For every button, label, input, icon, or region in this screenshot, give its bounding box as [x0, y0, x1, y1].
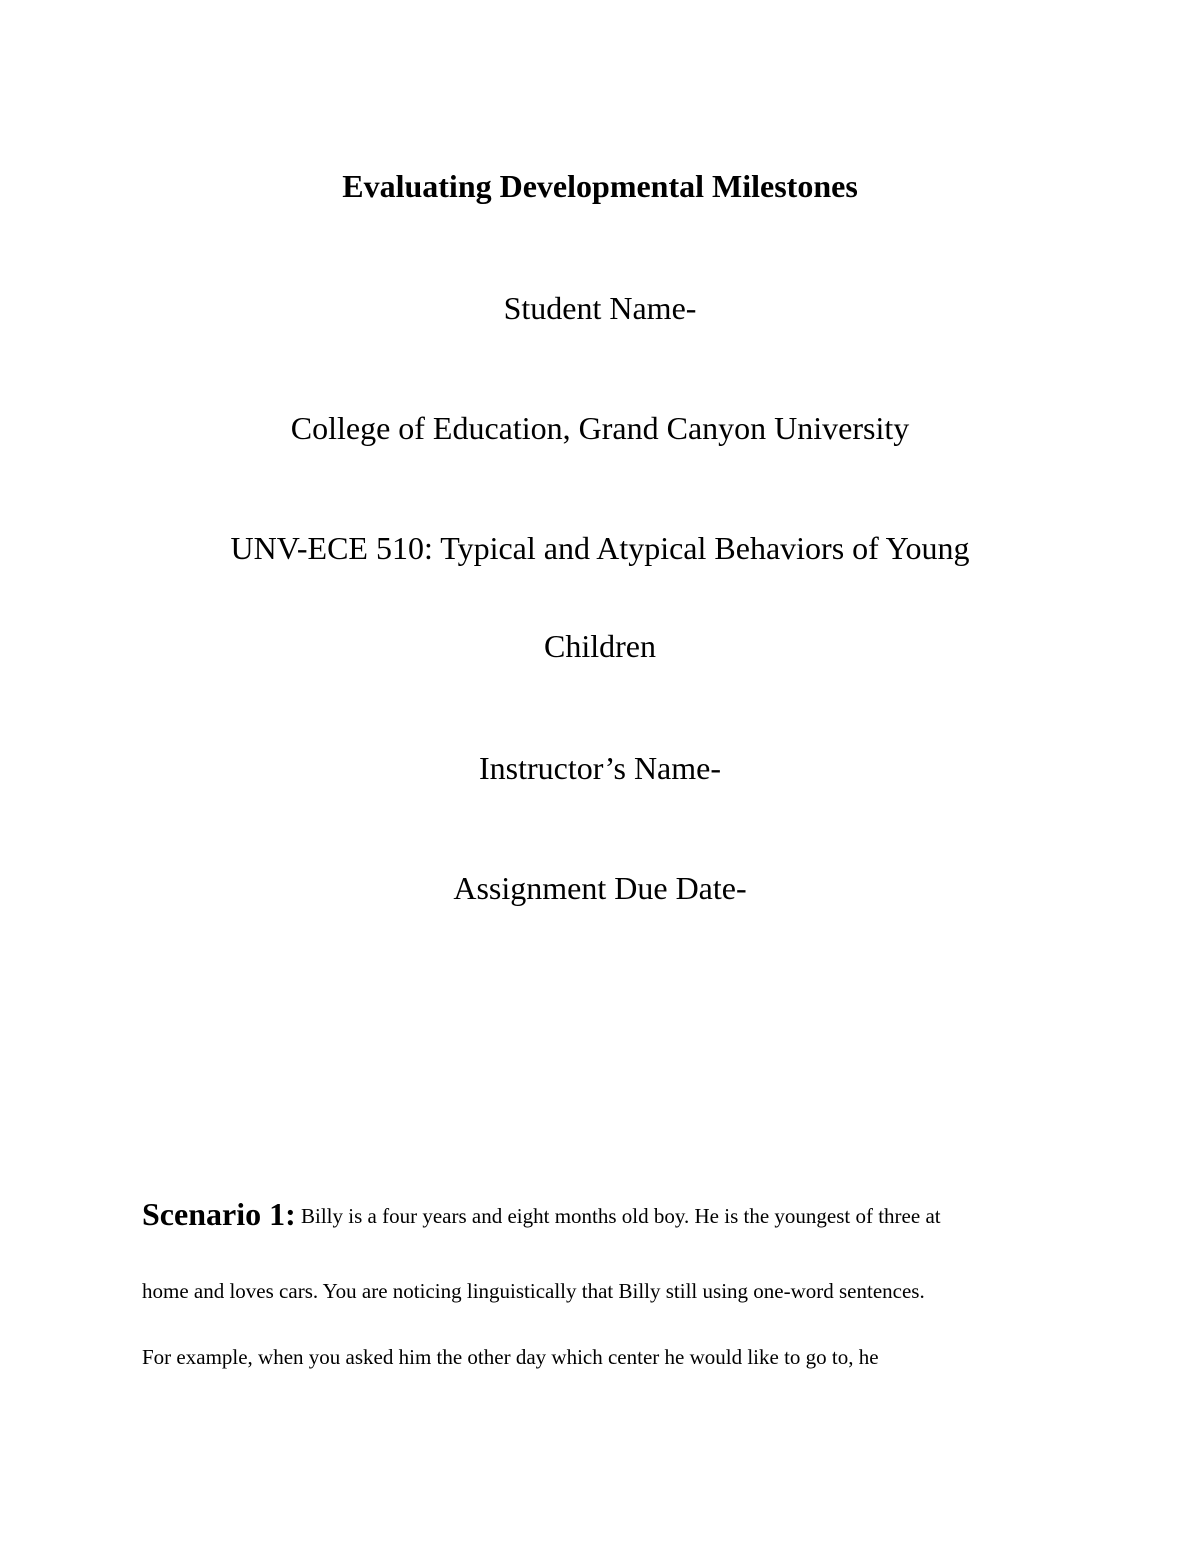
course-line-1: UNV-ECE 510: Typical and Atypical Behaviors of Young: [230, 530, 970, 566]
instructor-name-line: Instructor’s Name-: [479, 750, 721, 786]
paragraph-text: Billy is a four years and eight months old boy. He is the youngest of three at: [295, 1204, 941, 1228]
student-name-line: Student Name-: [503, 290, 697, 326]
scenario-label: Scenario 1:: [142, 1196, 296, 1232]
document-title: Evaluating Developmental Milestones: [342, 168, 858, 204]
scenario-paragraph-line-3: For example, when you asked him the other day which center he would like to go to, he: [142, 1345, 879, 1369]
course-line-2: Children: [544, 628, 656, 664]
due-date-line: Assignment Due Date-: [453, 870, 747, 906]
scenario-paragraph-line-1: [142, 1196, 941, 1232]
scenario-paragraph-line-2: home and loves cars. You are noticing linguistically that Billy still using one-word sentences.: [142, 1279, 925, 1303]
college-line: College of Education, Grand Canyon University: [290, 410, 910, 446]
